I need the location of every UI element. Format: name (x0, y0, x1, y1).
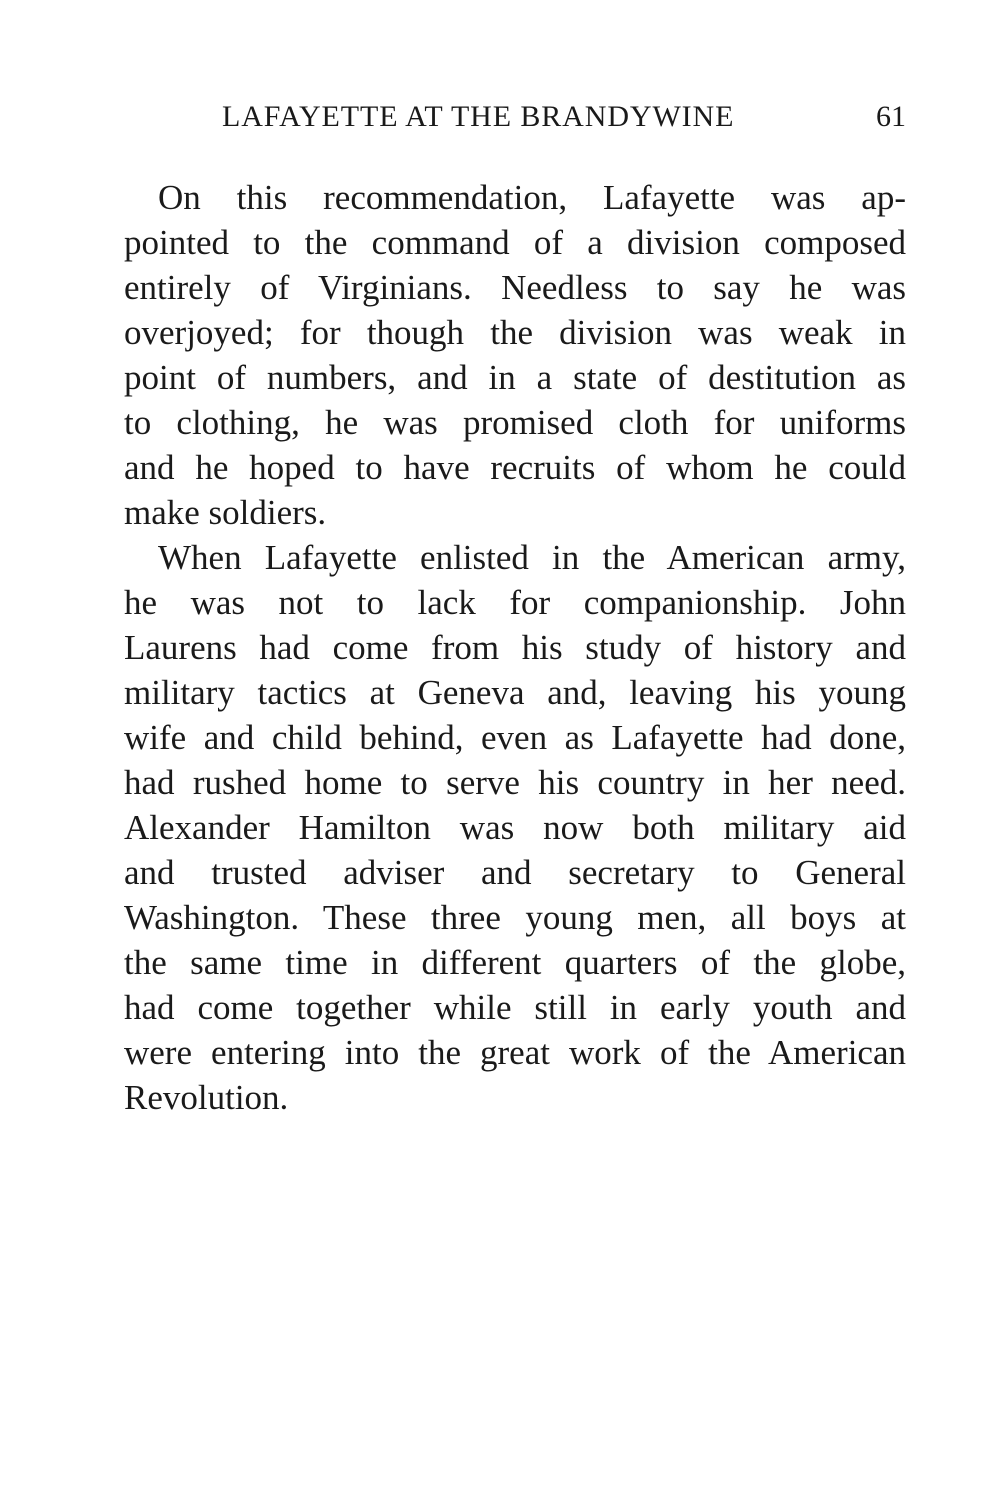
text-line: had come together while still in early youth and (124, 988, 906, 1027)
text-line: Alexander Hamilton was now both military aid (124, 808, 906, 847)
text-line: pointed to the command of a division composed (124, 223, 906, 262)
text-line: Revolution. (124, 1078, 289, 1117)
text-line: and trusted adviser and secretary to General (124, 853, 906, 892)
paragraph (124, 535, 906, 1120)
text-line: the same time in different quarters of the globe, (124, 943, 906, 982)
text-line: Washington. These three young men, all boys at (124, 898, 906, 937)
text-line: make soldiers. (124, 493, 327, 532)
page-number: 61 (876, 100, 906, 133)
text-line: When Lafayette enlisted in the American army, (158, 538, 906, 577)
body-text (124, 175, 906, 1120)
text-line: wife and child behind, even as Lafayette had done, (124, 718, 906, 757)
running-header (222, 100, 906, 144)
text-line: overjoyed; for though the division was weak in (124, 313, 906, 352)
text-line: Laurens had come from his study of history and (124, 628, 906, 667)
text-line: military tactics at Geneva and, leaving his young (124, 673, 906, 712)
text-line: were entering into the great work of the American (124, 1033, 906, 1072)
text-line: had rushed home to serve his country in her need. (124, 763, 906, 802)
text-line: On this recommendation, Lafayette was ap- (158, 178, 906, 217)
text-line: point of numbers, and in a state of destitution as (124, 358, 906, 397)
text-line: entirely of Virginians. Needless to say he was (124, 268, 906, 307)
running-title: LAFAYETTE AT THE BRANDYWINE (222, 100, 735, 133)
paragraph (124, 175, 906, 535)
text-line: and he hoped to have recruits of whom he could (124, 448, 906, 487)
text-line: he was not to lack for companionship. John (124, 583, 906, 622)
text-line: to clothing, he was promised cloth for uniforms (124, 403, 906, 442)
